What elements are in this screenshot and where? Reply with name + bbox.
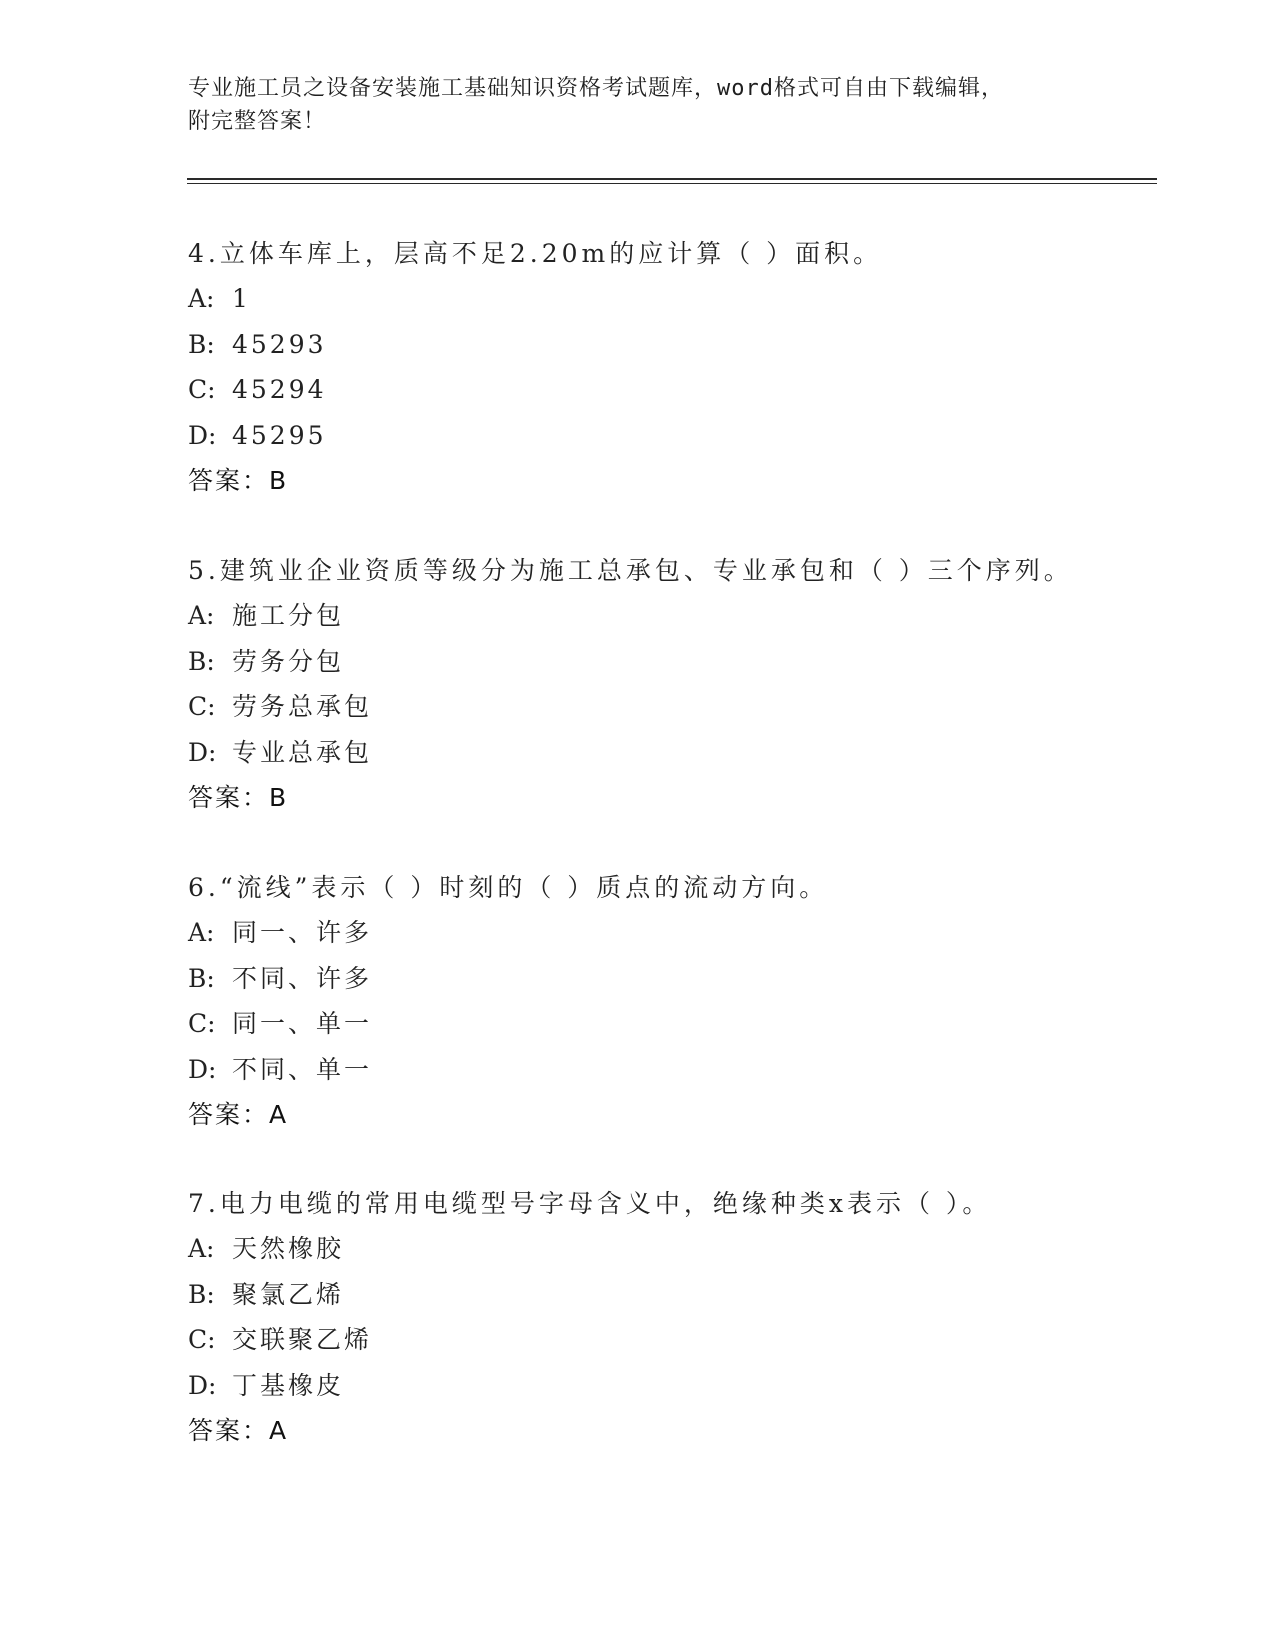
option-text: 45294 [232,375,327,404]
option-text: 丁基橡皮 [232,1370,345,1400]
option-text: 专业总承包 [232,737,373,767]
header-line-2: 附完整答案！ [188,109,327,134]
option-label: A: [188,1234,215,1263]
question-block [188,866,1138,1138]
answer-line: 答案：B [188,783,289,812]
option-b [188,322,1138,368]
option-a [188,1226,1138,1272]
option-text: 施工分包 [232,601,345,630]
option-label: B: [188,963,215,993]
option-b [188,956,1138,1002]
option-b [188,639,1138,685]
option-a [188,276,1138,322]
option-label: D: [188,737,217,767]
question-title: 5.建筑业企业资质等级分为施工总承包、专业承包和（ ）三个序列。 [188,556,1073,585]
option-d [188,413,1138,459]
answer-line: 答案：A [188,1416,289,1445]
option-text: 天然橡胶 [232,1234,345,1263]
header-divider-bottom [187,183,1157,184]
option-c [188,1317,1138,1363]
option-text: 聚氯乙烯 [232,1279,345,1309]
option-label: A: [188,601,215,630]
option-c [188,684,1138,730]
option-text: 劳务总承包 [232,692,373,721]
document-header [188,72,1068,138]
header-divider-top [187,178,1157,180]
option-text: 45293 [232,329,327,359]
option-label: A: [188,284,215,313]
answer-line: 答案：A [188,1100,289,1129]
option-label: B: [188,1279,215,1309]
option-label: C: [188,692,216,721]
option-label: C: [188,1009,216,1038]
option-label: D: [188,1370,217,1400]
option-c [188,1001,1138,1047]
option-text: 1 [232,284,251,313]
option-c [188,367,1138,413]
option-label: B: [188,329,215,359]
question-title: 7.电力电缆的常用电缆型号字母含义中，绝缘种类x表示（ ）。 [188,1189,992,1218]
question-block [188,549,1138,821]
option-label: C: [188,375,216,404]
option-a [188,593,1138,639]
option-text: 交联聚乙烯 [232,1325,373,1354]
option-a [188,910,1138,956]
option-d [188,1047,1138,1093]
option-text: 同一、单一 [232,1009,373,1038]
option-b [188,1272,1138,1318]
option-text: 45295 [232,420,327,450]
answer-line: 答案：B [188,466,289,495]
question-title: 6.“流线”表示（ ）时刻的（ ）质点的流动方向。 [188,873,829,902]
question-block [188,1182,1138,1454]
option-label: C: [188,1325,216,1354]
option-label: D: [188,1054,217,1084]
option-text: 不同、许多 [232,963,373,993]
option-d [188,1363,1138,1409]
option-text: 不同、单一 [232,1054,373,1084]
option-text: 劳务分包 [232,646,345,676]
option-label: D: [188,420,217,450]
question-title: 4.立体车库上，层高不足2.20m的应计算（ ）面积。 [188,239,883,268]
option-label: A: [188,918,215,947]
option-text: 同一、许多 [232,918,373,947]
option-label: B: [188,646,215,676]
question-block [188,232,1138,504]
option-d [188,730,1138,776]
header-line-1: 专业施工员之设备安装施工基础知识资格考试题库，word格式可自由下载编辑， [188,76,1004,101]
